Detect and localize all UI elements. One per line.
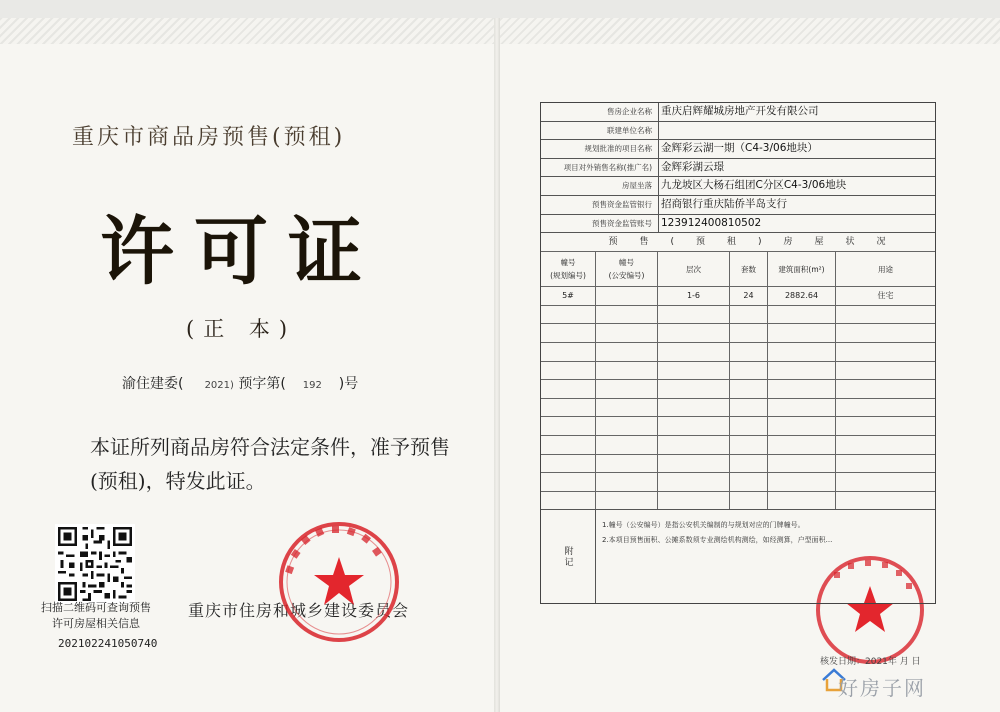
column-header: 用途: [835, 251, 935, 286]
info-value: 123912400810502: [661, 216, 762, 229]
table-cell: 24: [729, 286, 767, 305]
table-cell: [835, 416, 935, 435]
page-fold: [494, 18, 500, 712]
table-cell: [657, 435, 729, 454]
certificate-subtitle: 重庆市商品房预售(预租): [72, 125, 346, 150]
permit-number-prefix: 渝住建委(: [122, 376, 184, 392]
sales-info-table: [540, 102, 936, 604]
table-cell: [657, 342, 729, 361]
permit-number-mid: 预字第(: [238, 376, 286, 392]
table-cell: [767, 379, 835, 398]
table-cell: [541, 398, 595, 417]
table-cell: [595, 491, 657, 510]
permit-number-year: 2021): [204, 380, 234, 391]
table-cell: [657, 323, 729, 342]
table-cell: [767, 491, 835, 510]
table-cell: [729, 454, 767, 473]
info-label: 项目对外销售名称(推广名): [541, 159, 659, 177]
column-header: 幢号 (公安编号): [595, 251, 657, 286]
table-cell: [835, 491, 935, 510]
table-cell: [767, 435, 835, 454]
table-cell: [767, 398, 835, 417]
table-cell: [729, 416, 767, 435]
table-cell: [729, 323, 767, 342]
info-value: 九龙坡区大杨石组团C分区C4-3/06地块: [661, 179, 847, 192]
table-cell: [729, 342, 767, 361]
table-cell: [657, 305, 729, 324]
table-cell: [767, 472, 835, 491]
info-label: 预售资金监管账号: [541, 215, 659, 233]
qr-caption: 扫描二维码可查询预售许可房屋相关信息: [41, 601, 151, 630]
info-label: 预售资金监管银行: [541, 196, 659, 214]
info-label: 房屋坐落: [541, 177, 659, 195]
table-cell: [767, 305, 835, 324]
table-cell: [657, 416, 729, 435]
table-cell: [835, 472, 935, 491]
notes-section: [541, 509, 935, 603]
table-cell: [767, 342, 835, 361]
column-header: 套数: [729, 251, 767, 286]
info-label: 联建单位名称: [541, 122, 659, 140]
building-status-grid: [541, 251, 935, 509]
table-cell: [541, 361, 595, 380]
table-cell: [835, 361, 935, 380]
document-number: 20210224105​0740: [58, 637, 158, 650]
table-cell: [835, 398, 935, 417]
info-label: 售房企业名称: [541, 103, 659, 121]
site-watermark: 好房子网: [838, 676, 926, 700]
info-row: [541, 214, 935, 233]
table-cell: [729, 472, 767, 491]
table-cell: [657, 491, 729, 510]
table-cell: [595, 286, 657, 305]
table-cell: [835, 454, 935, 473]
info-value: 重庆启辉耀城房地产开发有限公司: [661, 105, 819, 117]
table-cell: [595, 454, 657, 473]
table-cell: [729, 491, 767, 510]
table-cell: [767, 323, 835, 342]
permit-number-line: [122, 373, 358, 393]
info-value: [659, 122, 935, 140]
table-cell: [767, 454, 835, 473]
table-cell: [657, 398, 729, 417]
presale-status-band: 预售(预租)房屋状况: [541, 232, 935, 251]
table-cell: 1-6: [657, 286, 729, 305]
column-header: 建筑面积(m²): [767, 251, 835, 286]
table-cell: [835, 323, 935, 342]
table-cell: 2882.64: [767, 286, 835, 305]
original-mark: (正 本): [186, 317, 297, 341]
table-cell: [541, 491, 595, 510]
table-cell: [835, 379, 935, 398]
info-row: [541, 103, 935, 121]
table-cell: 住宅: [835, 286, 935, 305]
table-cell: [595, 305, 657, 324]
table-cell: [541, 435, 595, 454]
notes-label: 附记: [541, 510, 596, 603]
table-cell: [541, 305, 595, 324]
table-cell: [595, 323, 657, 342]
notes-body: [596, 510, 935, 603]
table-cell: [767, 361, 835, 380]
info-row: [541, 176, 935, 195]
table-cell: [541, 472, 595, 491]
table-cell: [595, 472, 657, 491]
note-line: 1.幢号（公安编号）是指公安机关编制的与规划对应的门牌幢号。: [602, 521, 805, 530]
table-cell: [657, 472, 729, 491]
column-header: 幢号 (规划编号): [541, 251, 595, 286]
permit-number-suffix: )号: [338, 376, 359, 392]
info-row: [541, 195, 935, 214]
table-cell: [595, 361, 657, 380]
table-cell: [595, 416, 657, 435]
table-cell: [657, 454, 729, 473]
table-cell: [541, 342, 595, 361]
issuing-authority: 重庆市住房和城乡建设委员会: [188, 601, 410, 620]
table-cell: [657, 361, 729, 380]
info-row: [541, 121, 935, 140]
table-cell: [835, 435, 935, 454]
info-value: 招商银行重庆陆侨半岛支行: [661, 197, 787, 210]
official-seal-icon: [274, 517, 404, 647]
table-cell: [541, 454, 595, 473]
info-row: [541, 158, 935, 177]
table-cell: [541, 323, 595, 342]
issue-date: 核发日期：2021年 月 日: [820, 657, 921, 667]
note-line: 2.本项目预售面积、公摊系数须专业测绘机构测绘，如经测算，户型面积...: [602, 536, 833, 545]
qr-code-icon[interactable]: [55, 524, 135, 604]
table-cell: [835, 342, 935, 361]
table-cell: [729, 398, 767, 417]
table-cell: [595, 435, 657, 454]
table-cell: [541, 416, 595, 435]
table-cell: [729, 305, 767, 324]
info-value: 金辉彩云湖一期（C4-3/06地块）: [661, 142, 818, 155]
table-cell: [657, 379, 729, 398]
table-cell: [729, 361, 767, 380]
info-row: [541, 139, 935, 158]
table-cell: [729, 379, 767, 398]
table-cell: [541, 379, 595, 398]
info-label: 规划批准的项目名称: [541, 140, 659, 158]
table-cell: [729, 435, 767, 454]
permit-number-value: 192: [302, 380, 322, 391]
certificate-statement: 本证所列商品房符合法定条件，准予预售(预租)，特发此证。: [90, 435, 450, 493]
column-header: 层次: [657, 251, 729, 286]
table-cell: [595, 342, 657, 361]
table-cell: [767, 416, 835, 435]
table-cell: 5#: [541, 286, 595, 305]
certificate-title: 许可证: [100, 209, 382, 295]
table-cell: [595, 379, 657, 398]
info-value: 金辉彩湖云璟: [661, 160, 724, 173]
table-cell: [595, 398, 657, 417]
table-cell: [835, 305, 935, 324]
